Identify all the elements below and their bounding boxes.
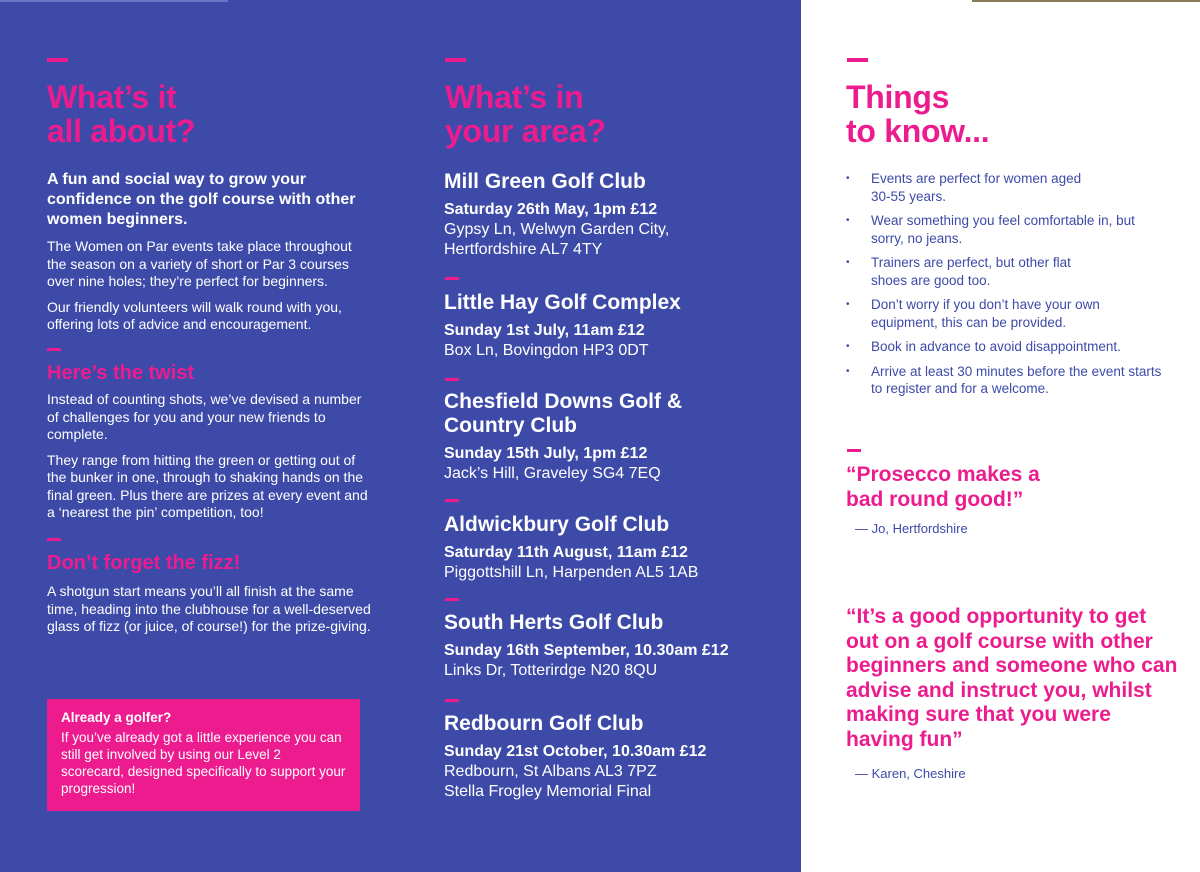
club-address-line: Piggottshill Ln, Harpenden AL5 1AB	[444, 564, 699, 581]
club-date: Sunday 1st July, 11am £12	[444, 322, 645, 339]
quote-jo: “Prosecco makes a bad round good!”	[846, 463, 1040, 511]
know-title	[846, 80, 989, 148]
fizz-text-block	[47, 583, 372, 636]
club-address-line: Box Ln, Bovingdon HP3 0DT	[444, 342, 649, 359]
club-name: Redbourn Golf Club	[444, 712, 644, 735]
twist-title: Here’s the twist	[47, 362, 195, 384]
section-dash	[47, 348, 61, 351]
about-title-line2: all about?	[47, 113, 196, 149]
section-dash	[445, 277, 459, 280]
about-title	[47, 80, 195, 148]
club-address-line: Stella Frogley Memorial Final	[444, 783, 652, 800]
twist-para1: Instead of counting shots, we’ve devised a number of challenges for you and your new friends to complete.	[47, 391, 362, 442]
tips-list	[846, 170, 1176, 405]
club-date: Saturday 11th August, 11am £12	[444, 544, 688, 561]
tip-item: • Arrive at least 30 minutes before the event starts to register and for a welcome.	[846, 363, 1176, 398]
about-text-block	[47, 170, 372, 334]
about-para2: Our friendly volunteers will walk round with you, offering lots of advice and encouragement.	[47, 298, 342, 332]
about-lead: A fun and social way to grow your confidence on the golf course with other women beginners.	[47, 171, 356, 228]
club-name: Mill Green Golf Club	[444, 170, 646, 193]
section-dash	[47, 58, 68, 62]
club-date: Sunday 21st October, 10.30am £12	[444, 743, 707, 760]
section-dash	[445, 699, 459, 702]
club-address-line: Links Dr, Totterirdge N20 8QU	[444, 662, 658, 679]
quote-karen: “It’s a good opportunity to get out on a golf course with other beginners and someone who can advise and instruct you, whilst making sure that you were having fun”	[846, 605, 1178, 751]
club-name: Chesfield Downs Golf & Country Club	[444, 390, 683, 437]
area-title	[445, 80, 606, 148]
box-title: Already a golfer?	[61, 710, 172, 725]
about-title-line1: What’s it	[47, 79, 177, 115]
box-text: If you’ve already got a little experience you can still get involved by using our Level 2 scorecard, designed specifically to support your progression!	[61, 730, 346, 796]
fizz-title: Don’t forget the fizz!	[47, 552, 241, 574]
already-golfer-box	[47, 699, 360, 811]
top-edge-strip-right	[972, 0, 1200, 2]
section-dash	[445, 499, 459, 502]
section-dash	[445, 58, 466, 62]
area-title-line1: What’s in	[445, 79, 584, 115]
twist-para2: They range from hitting the green or getting out of the bunker in one, through to shaking hands on the final green. Plus there are prizes at every event and a ‘nearest the pin’ competition, too!	[47, 451, 368, 520]
tip-item: • Wear something you feel comfortable in, but sorry, no jeans.	[846, 212, 1146, 247]
club-name: Aldwickbury Golf Club	[444, 513, 670, 536]
about-para1: The Women on Par events take place throughout the season on a variety of short or Par 3 courses over nine holes; they’re perfect for beginners.	[47, 238, 352, 289]
area-title-line2: your area?	[445, 113, 606, 149]
top-edge-strip-left	[0, 0, 228, 2]
tip-item: • Book in advance to avoid disappointment.	[846, 338, 1176, 356]
know-title-line2: to know...	[846, 113, 990, 149]
tip-item: • Trainers are perfect, but other flat shoes are good too.	[846, 254, 1106, 289]
club-date: Sunday 15th July, 1pm £12	[444, 445, 648, 462]
club-name: South Herts Golf Club	[444, 611, 664, 634]
quote-jo-attribution: — Jo, Hertfordshire	[855, 521, 968, 536]
club-entry	[444, 712, 764, 802]
section-dash	[847, 449, 861, 452]
section-dash	[47, 538, 61, 541]
club-date: Saturday 26th May, 1pm £12	[444, 201, 658, 218]
twist-text-block	[47, 391, 372, 522]
fizz-para: A shotgun start means you’ll all finish at the same time, heading into the clubhouse for a well-deserved glass of fizz (or juice, of course!) for the prize-giving.	[47, 583, 371, 634]
club-date: Sunday 16th September, 10.30am £12	[444, 642, 729, 659]
club-name: Little Hay Golf Complex	[444, 291, 681, 314]
club-address-line: Jack’s Hill, Graveley SG4 7EQ	[444, 465, 661, 482]
club-address-line: Redbourn, St Albans AL3 7PZ	[444, 763, 657, 780]
know-title-line1: Things	[846, 79, 950, 115]
club-entry	[444, 390, 764, 484]
club-entry	[444, 611, 764, 681]
club-address-line: Hertfordshire AL7 4TY	[444, 241, 603, 258]
section-dash	[445, 598, 459, 601]
club-entry	[444, 291, 764, 361]
section-dash	[445, 378, 459, 381]
club-address-line: Gypsy Ln, Welwyn Garden City,	[444, 221, 670, 238]
quote-karen-attribution: — Karen, Cheshire	[855, 766, 966, 781]
section-dash	[847, 58, 868, 62]
tip-item: • Events are perfect for women aged 30-55 years.	[846, 170, 1096, 205]
club-entry	[444, 170, 764, 260]
tip-item: • Don’t worry if you don’t have your own equipment, this can be provided.	[846, 296, 1126, 331]
club-entry	[444, 513, 764, 583]
